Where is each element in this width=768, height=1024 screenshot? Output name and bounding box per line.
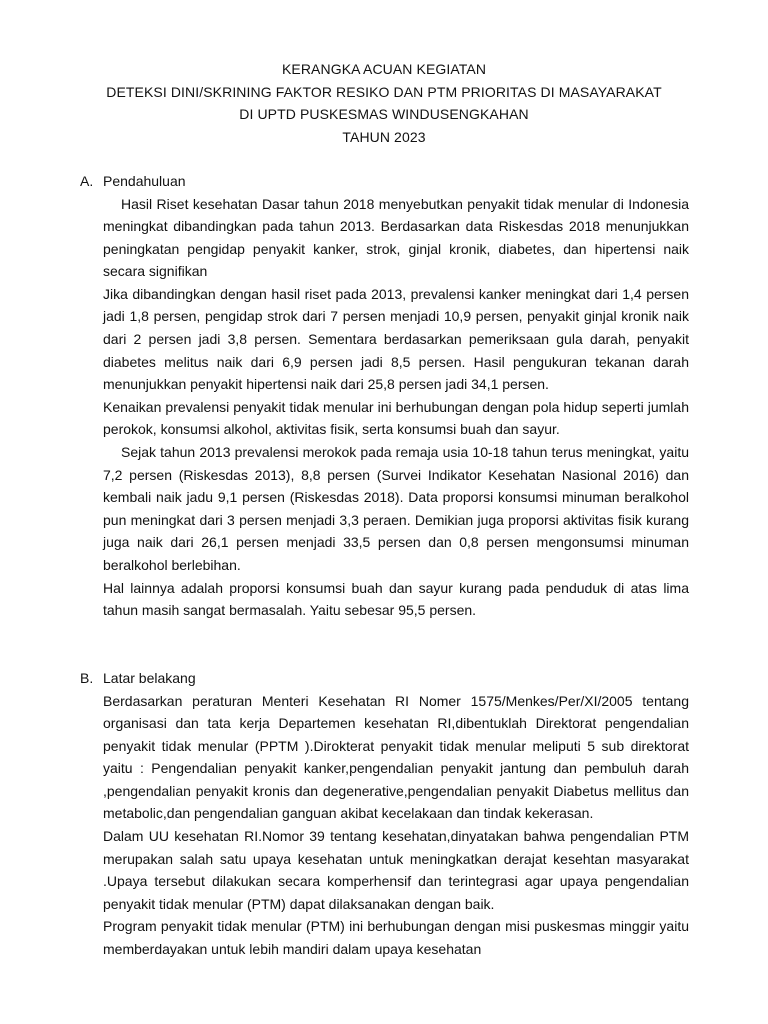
section-heading (80, 170, 690, 193)
paragraph: Hasil Riset kesehatan Dasar tahun 2018 menyebutkan penyakit tidak menular di Indonesia meningkat dibandingkan pada tahun 2013. Berdasarkan data Riskesdas 2018 menunjukkan peningkatan pengidap penyakit kanker, strok, ginjal kronik, diabetes, dan hipertensi naik secara signifikan (103, 195, 689, 280)
paragraph: Hal lainnya adalah proporsi konsumsi buah dan sayur kurang pada penduduk di atas lima tahun masih sangat bermasalah. Yaitu sebesar 95,5 persen. (103, 579, 689, 619)
section-title: Latar belakang (103, 670, 196, 686)
title-line-2: DETEKSI DINI/SKRINING FAKTOR RESIKO DAN PTM PRIORITAS DI MASAYARAKAT (106, 83, 662, 100)
document-title-block (0, 58, 768, 148)
title-line-3: DI UPTD PUSKESMAS WINDUSENGKAHAN (239, 106, 529, 122)
title-line-1: KERANGKA ACUAN KEGIATAN (281, 61, 487, 77)
paragraph: Program penyakit tidak menular (PTM) ini berhubungan dengan misi puskesmas minggir yaitu memberdayakan untuk lebih mandiri dalam upaya kesehatan (103, 918, 689, 958)
section-title: Pendahuluan (103, 173, 186, 189)
section-letter: B. (80, 670, 94, 686)
paragraph: Sejak tahun 2013 prevalensi merokok pada remaja usia 10-18 tahun terus meningkat, yaitu 7,2 persen (Riskesdas 2013), 8,8 persen (Survei Indikator Kesehatan Nasional 2016) dan kembali naik jadu 9,1 persen (Riskesdas 2018). Data proporsi konsumsi minuman beralkohol pun meningkat dari 3 persen menjadi 3,3 peraen. Demikian juga proporsi aktivitas fisik kurang juga naik dari 26,1 persen menjadi 33,5 persen dan 0,8 persen mengonsumsi minuman beralkohol berlebihan. (103, 444, 689, 573)
paragraph: Jika dibandingkan dengan hasil riset pada 2013, prevalensi kanker meningkat dari 1,4 persen jadi 1,8 persen, pengidap strok dari 7 persen menjadi 10,9 persen, penyakit ginjal kronik naik dari 2 persen jadi 3,8 persen. Sementara berdasarkan pemeriksaan gula darah, penyakit diabetes melitus naik dari 6,9 persen jadi 8,5 persen. Hasil pengukuran tekanan darah menunjukkan penyakit hipertensi naik dari 25,8 persen jadi 34,1 persen. (103, 285, 689, 393)
paragraph: Kenaikan prevalensi penyakit tidak menular ini berhubungan dengan pola hidup seperti jumlah perokok, konsumsi alkohol, aktivitas fisik, serta konsumsi buah dan sayur. (103, 398, 689, 438)
section-pendahuluan (80, 170, 690, 622)
section-latar-belakang (80, 667, 690, 961)
paragraph: Dalam UU kesehatan RI.Nomor 39 tentang kesehatan,dinyatakan bahwa pengendalian PTM merupakan salah satu upaya kesehatan untuk meningkatkan derajat kesehtan masyarakat .Upaya tersebut dilakukan secara komperhensif dan terintegrasi agar upaya pengendalian penyakit tidak menular (PTM) dapat dilaksanakan dengan baik. (103, 828, 689, 912)
section-body (103, 690, 689, 961)
section-body (103, 193, 689, 622)
title-line-4: TAHUN 2023 (342, 128, 426, 145)
section-heading (80, 667, 690, 690)
section-letter: A. (80, 173, 94, 189)
paragraph: Berdasarkan peraturan Menteri Kesehatan RI Nomer 1575/Menkes/Per/XI/2005 tentang organisasi dan tata kerja Departemen kesehatan RI,dibentuklah Direktorat pengendalian penyakit tidak menular (PPTM ).Dirokterat penyakit tidak menular meliputi 5 sub direktorat yaitu : Pengendalian penyakit kanker,pengendalian penyakit jantung dan pembuluh darah ,pengendalian penyakit kronis dan degenerative,pengendalian penyakit Diabetus mellitus dan metabolic,dan pengendalian ganguan akibat kecelakaan dan tindak kekerasan. (103, 692, 689, 822)
